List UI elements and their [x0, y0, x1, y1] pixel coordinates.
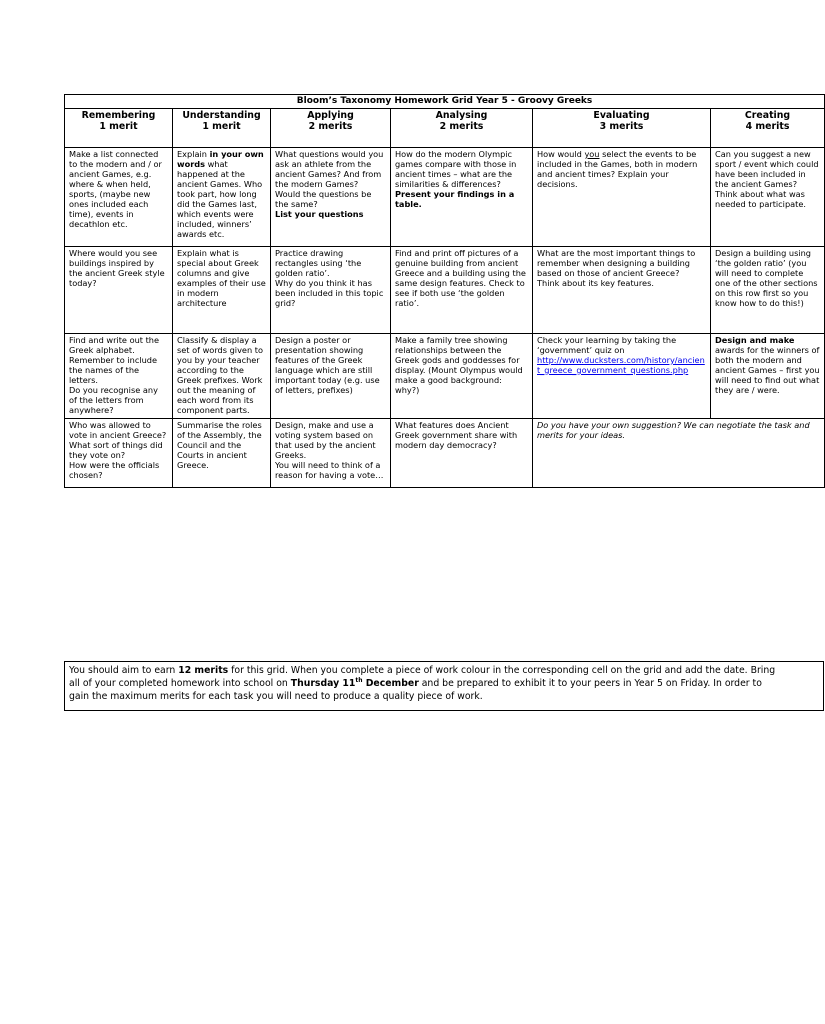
task-text: Can you suggest a new sport / event which could have been included in the ancient Games? Think about what was needed to participate.	[715, 149, 819, 209]
task-text: Practice drawing rectangles using ‘the golden ratio’. Why do you think it has been included in this topic grid?	[275, 248, 384, 308]
task-cell[interactable]	[391, 419, 533, 488]
header-merits: 2 merits	[439, 121, 484, 132]
task-cell[interactable]	[271, 148, 391, 247]
instructions-text: and be prepared to exhibit it to your peers in Year 5 on Friday. In order to	[418, 678, 762, 689]
instructions-line-3: gain the maximum merits for each task you will need to produce a quality piece of work.	[69, 691, 483, 702]
header-applying	[271, 109, 391, 148]
task-text: What features does Ancient Greek government share with modern day democracy?	[395, 420, 518, 450]
task-text: Make a list connected to the modern and / or ancient Games, e.g. where & when held, sports, (maybe new ones included each time), events in decathlon etc.	[69, 149, 162, 229]
task-text: What questions would you ask an athlete from the ancient Games? And from the modern Games? Would the questions be the same?	[275, 149, 384, 209]
deadline-month: December	[362, 678, 419, 689]
deadline-suffix: th	[355, 676, 363, 684]
instructions-text: all of your completed homework into school on	[69, 678, 291, 689]
task-cell[interactable]	[271, 419, 391, 488]
header-merits: 1 merit	[202, 121, 241, 132]
task-text: Summarise the roles of the Assembly, the Council and the Courts in ancient Greece.	[177, 420, 262, 470]
task-text: What are the most important things to remember when designing a building based on those of ancient Greece? Think about its key features.	[537, 248, 696, 288]
deadline-day: Thursday 11	[290, 678, 356, 689]
instructions-line-2	[69, 677, 819, 690]
task-cell[interactable]	[533, 148, 711, 247]
task-cell[interactable]	[711, 247, 825, 334]
header-name: Applying	[307, 110, 354, 121]
task-bold: Present your findings in a table.	[395, 189, 515, 209]
task-cell[interactable]	[65, 247, 173, 334]
task-cell[interactable]	[65, 148, 173, 247]
task-text: Make a family tree showing relationships between the Greek gods and goddesses for display. (Mount Olympus would make a good background: why?)	[395, 335, 523, 395]
task-text: Design a building using ‘the golden ratio’ (you will need to complete one of the other sections on this row first so you know how to do this!)	[715, 248, 818, 308]
task-cell[interactable]	[391, 148, 533, 247]
grid-title: Bloom’s Taxonomy Homework Grid Year 5 - Groovy Greeks	[65, 95, 825, 109]
instructions-line-1	[69, 664, 819, 677]
header-analysing	[391, 109, 533, 148]
task-cell[interactable]	[173, 148, 271, 247]
grid-row-1	[65, 148, 825, 247]
task-text: Explain what is special about Greek columns and give examples of their use in modern architecture	[177, 248, 266, 308]
task-text: Classify & display a set of words given to you by your teacher according to the Greek prefixes. Work out the meaning of each word from its component parts.	[177, 335, 263, 415]
header-merits: 4 merits	[745, 121, 790, 132]
task-text: Design a poster or presentation showing features of the Greek language which are still important today (e.g. use of letters, prefixes)	[275, 335, 380, 395]
header-understanding	[173, 109, 271, 148]
header-name: Evaluating	[593, 110, 650, 121]
header-creating	[711, 109, 825, 148]
header-name: Understanding	[182, 110, 261, 121]
task-cell[interactable]	[271, 247, 391, 334]
suggestion-cell[interactable]	[533, 419, 825, 488]
header-merits: 1 merit	[99, 121, 138, 132]
suggestion-text: Do you have your own suggestion? We can negotiate the task and merits for your ideas.	[537, 420, 810, 440]
task-text: Check your learning by taking the ‘government’ quiz on	[537, 335, 677, 355]
task-cell[interactable]	[533, 334, 711, 419]
task-cell[interactable]	[391, 334, 533, 419]
task-text: awards for the winners of both the modern and ancient Games – first you will need to find out what they are / were.	[715, 345, 820, 395]
task-text: Find and print off pictures of a genuine building from ancient Greece and a building using the same design features. Check to see if both use ‘the golden ratio’.	[395, 248, 526, 308]
task-cell[interactable]	[533, 247, 711, 334]
header-row	[65, 109, 825, 148]
header-merits: 3 merits	[599, 121, 644, 132]
task-text: Where would you see buildings inspired by the ancient Greek style today?	[69, 248, 165, 288]
task-bold: List your questions	[275, 209, 364, 219]
instructions-text: for this grid. When you complete a piece of work colour in the corresponding cell on the grid and add the date. Bring	[228, 665, 776, 676]
task-cell[interactable]	[173, 334, 271, 419]
task-bold: in your own words	[177, 149, 264, 169]
instructions-box	[64, 661, 824, 711]
homework-grid	[64, 94, 825, 488]
task-cell[interactable]	[173, 419, 271, 488]
header-evaluating	[533, 109, 711, 148]
task-cell[interactable]	[711, 334, 825, 419]
header-name: Remembering	[81, 110, 156, 121]
header-name: Creating	[744, 110, 791, 121]
task-text: Who was allowed to vote in ancient Greece? What sort of things did they vote on? How were the officials chosen?	[69, 420, 167, 480]
instructions-bold	[291, 678, 419, 689]
task-text: How would	[537, 149, 585, 159]
grid-row-2	[65, 247, 825, 334]
task-cell[interactable]	[271, 334, 391, 419]
task-cell[interactable]	[391, 247, 533, 334]
header-merits: 2 merits	[308, 121, 353, 132]
grid-row-3	[65, 334, 825, 419]
quiz-link[interactable]: http://www.ducksters.com/history/ancient_greece_government_questions.php	[537, 355, 705, 375]
task-cell[interactable]	[65, 419, 173, 488]
task-bold: Design and make	[715, 335, 795, 345]
task-underline: you	[584, 149, 600, 159]
instructions-text: You should aim to earn	[69, 665, 179, 676]
task-text: Explain	[177, 149, 210, 159]
task-text: Design, make and use a voting system based on that used by the ancient Greeks. You will need to think of a reason for having a vote…	[275, 420, 384, 480]
task-text: what happened at the ancient Games. Who took part, how long did the Games last, which events were included, winners’ awards etc.	[177, 159, 263, 239]
task-cell[interactable]	[711, 148, 825, 247]
header-remembering	[65, 109, 173, 148]
grid-row-4	[65, 419, 825, 488]
task-text: Find and write out the Greek alphabet. Remember to include the names of the letters. Do you recognise any of the letters from anywhere?	[69, 335, 160, 415]
instructions-bold: 12 merits	[178, 665, 229, 676]
task-text: How do the modern Olympic games compare with those in ancient times – what are the similarities & differences?	[395, 149, 517, 189]
task-cell[interactable]	[65, 334, 173, 419]
task-cell[interactable]	[173, 247, 271, 334]
task-text: select the events to be included in the Games, both in modern and ancient times? Explain your decisions.	[537, 149, 698, 189]
header-name: Analysing	[435, 110, 488, 121]
